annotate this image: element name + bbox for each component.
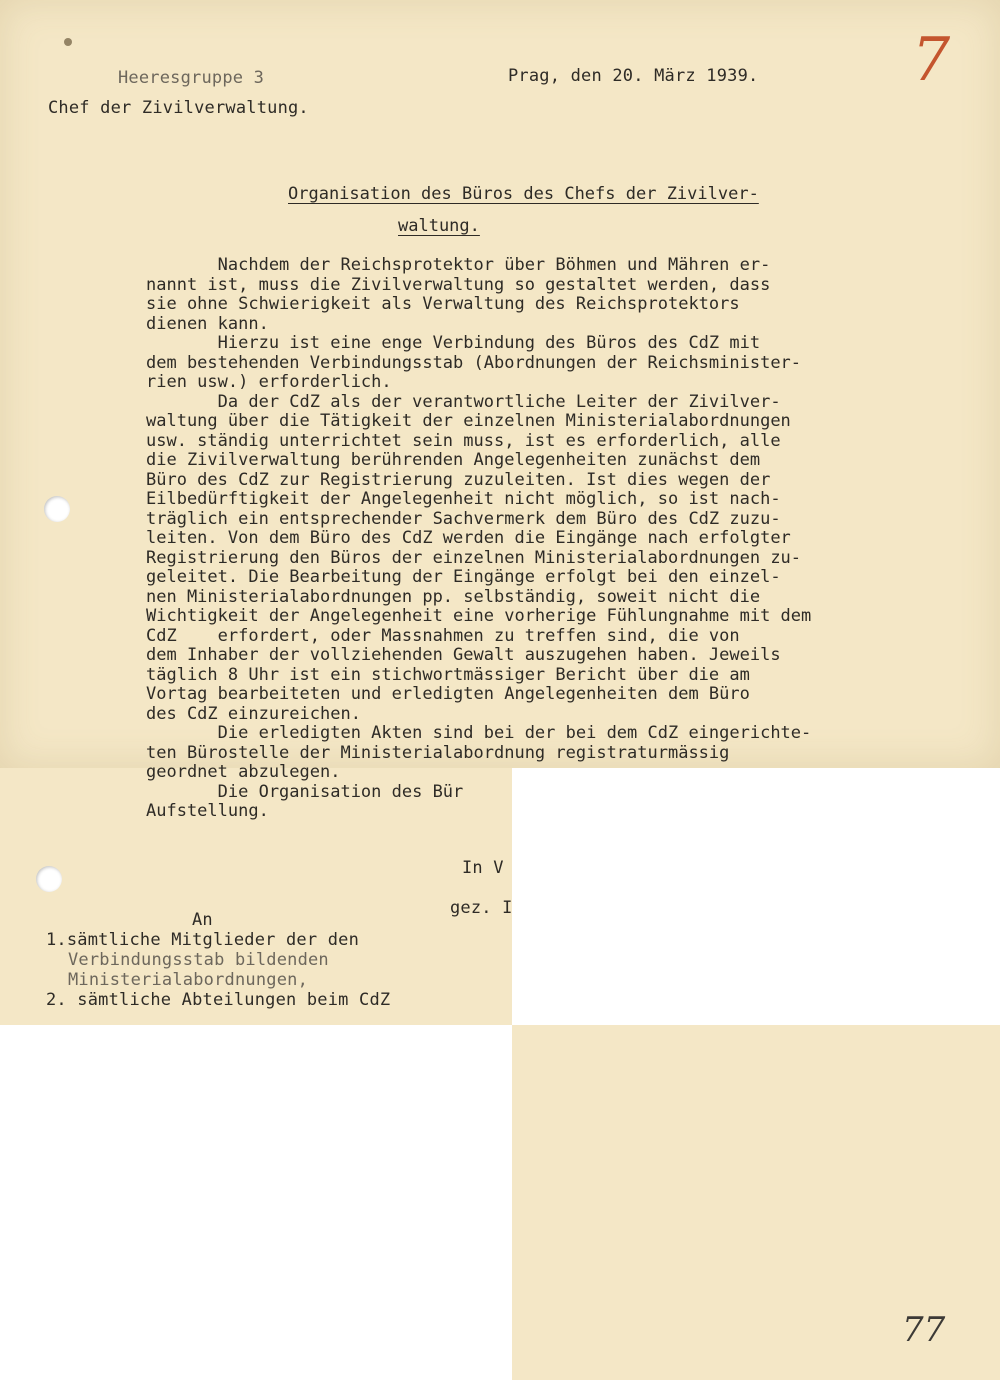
body-line: ten Bürostelle der Ministerialabordnung registraturmässig <box>146 742 730 763</box>
body-line: des CdZ einzureichen. <box>146 703 361 724</box>
body-line: Registrierung den Büros der einzelnen Ministerialabordnungen zu- <box>146 547 802 568</box>
header-unit: Heeresgruppe 3 <box>118 68 265 88</box>
distribution-item-1: 1.sämtliche Mitglieder der den <box>46 930 360 950</box>
punch-hole <box>36 866 62 892</box>
paper-sheet-lower-middle <box>512 1025 768 1280</box>
body-line: Die Organisation des Bür <box>146 781 464 802</box>
body-line: dem bestehenden Verbindungsstab (Abordnungen der Reichsminister- <box>146 352 802 373</box>
body-line: Vortag bearbeiteten und erledigten Angelegenheiten dem Büro <box>146 684 750 704</box>
body-line: geleitet. Die Bearbeitung der Eingänge erfolgt bei den einzel- <box>146 567 781 587</box>
body-line: waltung über die Tätigkeit der einzelnen Ministerialabordnungen <box>146 411 791 431</box>
body-line: geordnet abzulegen. <box>146 762 341 782</box>
punch-hole <box>44 496 70 522</box>
body-line: die Zivilverwaltung berührenden Angelegenheiten zunächst dem <box>146 450 761 470</box>
body-line: täglich 8 Uhr ist ein stichwortmässiger Bericht über die am <box>146 664 750 685</box>
distribution-heading: An <box>192 910 213 930</box>
paper-sheet-lower-right <box>768 1025 1000 1380</box>
document-body <box>146 256 926 822</box>
body-line: Aufstellung. <box>146 801 269 821</box>
body-line: leiten. Von dem Büro des CdZ werden die Eingänge nach erfolgter <box>146 528 791 548</box>
body-line: Wichtigkeit der Angelegenheit eine vorherige Fühlungnahme mit dem <box>146 606 812 626</box>
body-line: dienen kann. <box>146 313 269 334</box>
body-line: usw. ständig unterrichtet sein muss, ist es erforderlich, alle <box>146 430 781 451</box>
body-line: sie ohne Schwierigkeit als Verwaltung des Reichsprotektors <box>146 294 740 314</box>
distribution-item-1-cont: Verbindungsstab bildenden <box>68 950 329 970</box>
document-title-line-2: waltung. <box>398 216 480 236</box>
ink-speck <box>64 38 72 46</box>
body-line: Eilbedürftigkeit der Angelegenheit nicht möglich, so ist nach- <box>146 489 781 509</box>
page-number-annotation: 7 <box>912 25 951 95</box>
distribution-item-2: 2. sämtliche Abteilungen beim CdZ <box>46 990 391 1010</box>
body-line: Nachdem der Reichsprotektor über Böhmen und Mähren er- <box>146 255 771 275</box>
distribution-item-1-cont: Ministerialabordnungen, <box>68 970 309 990</box>
body-line: Die erledigten Akten sind bei der bei dem CdZ eingerichte- <box>146 723 812 743</box>
body-line: träglich ein entsprechender Sachvermerk dem Büro des CdZ zuzu- <box>146 508 781 529</box>
body-line: rien usw.) erforderlich. <box>146 372 392 392</box>
header-office: Chef der Zivilverwaltung. <box>48 98 309 118</box>
closing-in-v: In V <box>462 858 504 878</box>
body-line: Büro des CdZ zur Registrierung zuzuleiten. Ist dies wegen der <box>146 469 771 490</box>
header-place-date: Prag, den 20. März 1939. <box>508 66 759 86</box>
body-line: CdZ erfordert, oder Massnahmen zu treffen sind, die von <box>146 625 740 646</box>
paper-sheet-bottom <box>512 1280 768 1380</box>
body-line: dem Inhaber der vollziehenden Gewalt auszugehen haben. Jeweils <box>146 645 781 665</box>
closing-signature: gez. I <box>450 898 513 918</box>
body-line: nannt ist, muss die Zivilverwaltung so gestaltet werden, dass <box>146 274 771 295</box>
body-line: Da der CdZ als der verantwortliche Leiter der Zivilver- <box>146 391 781 412</box>
document-title-line-1: Organisation des Büros des Chefs der Zivilver- <box>288 184 759 204</box>
body-line: Hierzu ist eine enge Verbindung des Büros des CdZ mit <box>146 333 761 353</box>
body-line: nen Ministerialabordnungen pp. selbständig, soweit nicht die <box>146 586 761 607</box>
archive-number-annotation: 77 <box>902 1310 946 1350</box>
